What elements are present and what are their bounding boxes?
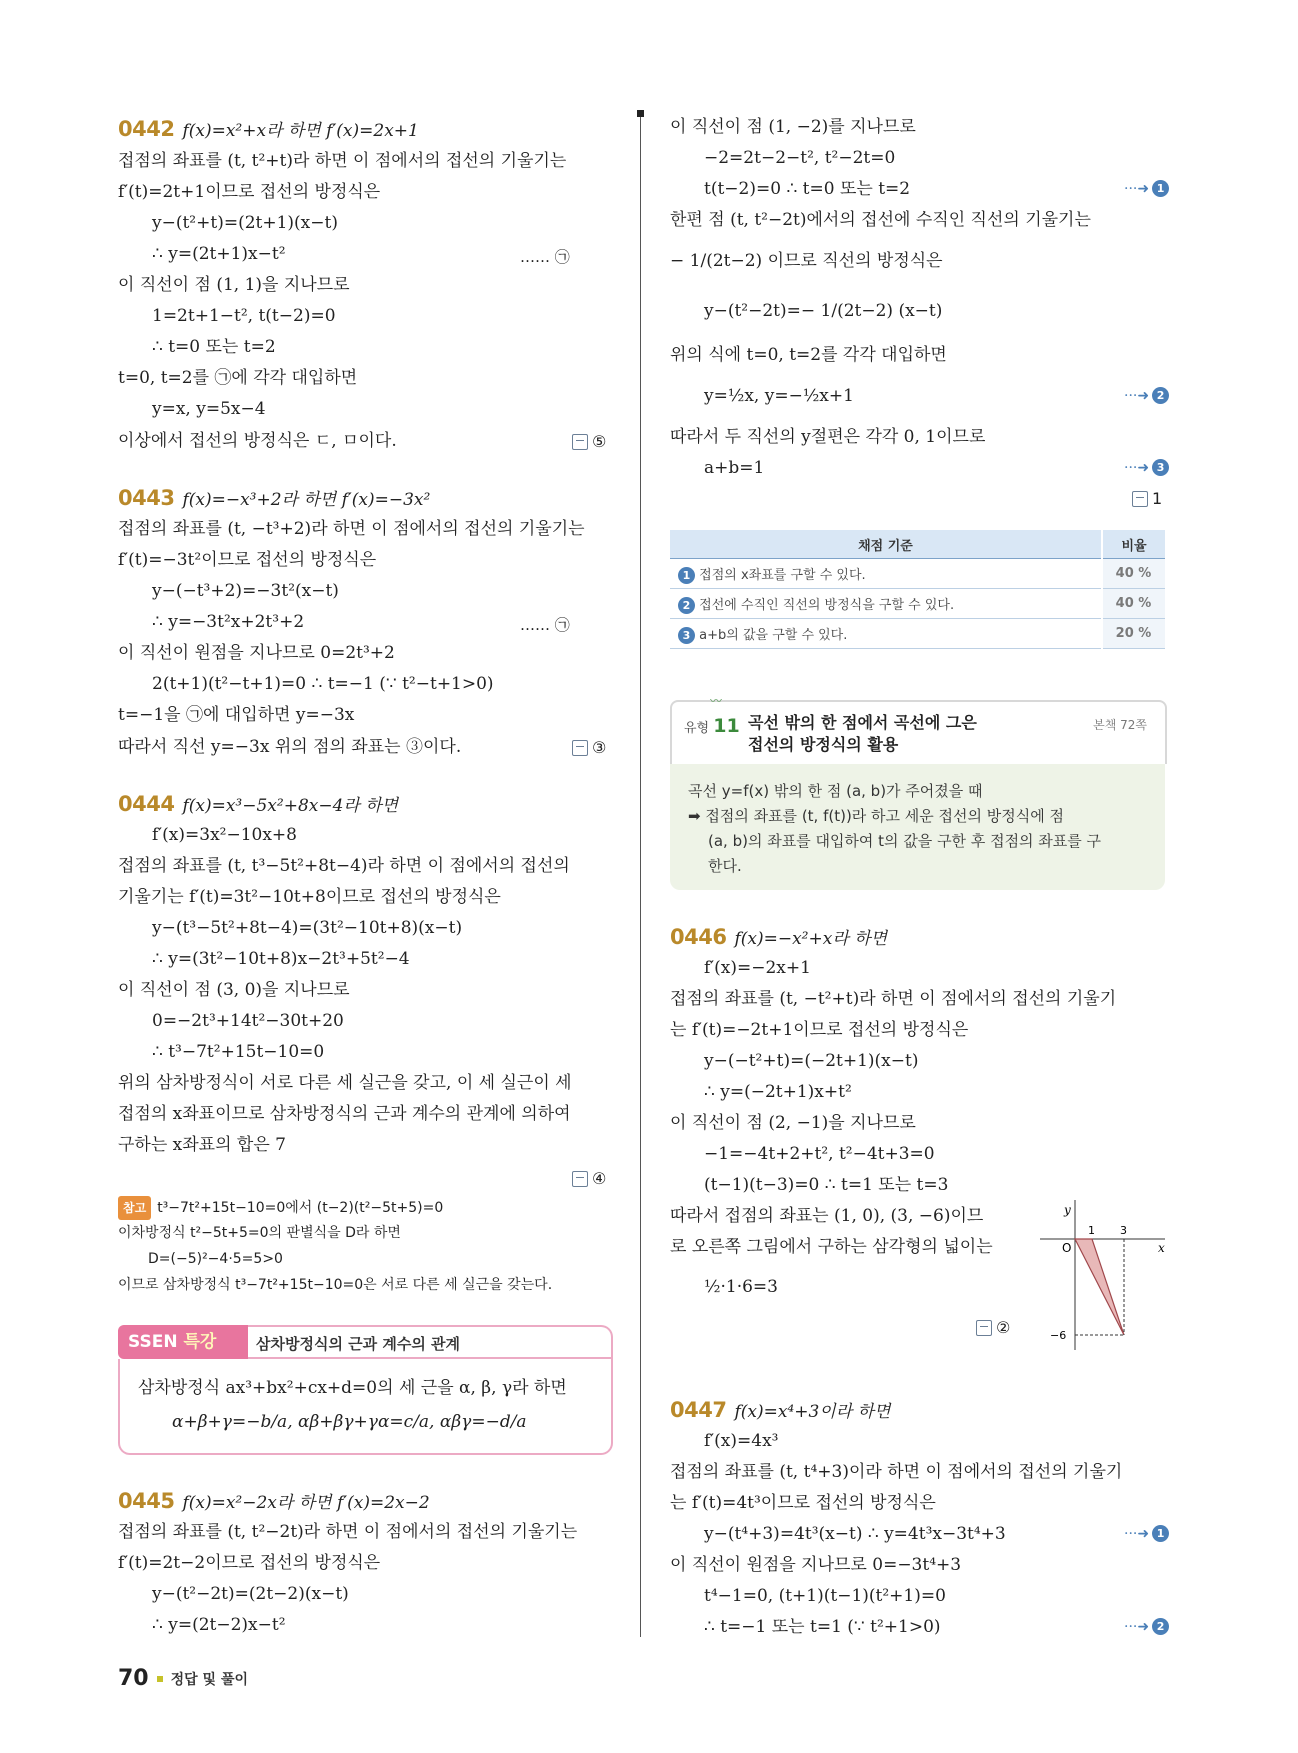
type-label: 유형: [684, 721, 710, 736]
step-marker: ···➜ 2: [1124, 1618, 1169, 1635]
answer-icon: [572, 1171, 588, 1187]
arrow-icon: ···➜: [1124, 1525, 1150, 1542]
note-tag: 참고: [118, 1196, 151, 1220]
y-axis-label: y: [1064, 1203, 1071, 1217]
criteria-header: 채점 기준: [670, 530, 1102, 559]
x-axis-label: x: [1158, 1241, 1165, 1255]
tick-label: −6: [1050, 1329, 1067, 1342]
answer-icon: [976, 1320, 992, 1336]
arrow-icon: ···➜: [1124, 180, 1150, 197]
wave-icon: 〰: [710, 694, 721, 708]
answer-icon: [1132, 491, 1148, 507]
problem-number: 0446: [670, 925, 727, 949]
answer-icon: [572, 740, 588, 756]
textbook-reference: 본책 72쪽: [1093, 718, 1147, 732]
type-summary: 곡선 y=f(x) 밖의 한 점 (a, b)가 주어졌을 때 ➡ 접점의 좌표를 (t, f(t))라 하고 세운 접선의 방정식에 점 (a, b)의 좌표를 대입하여 t의 값을 구한 후 접점의 좌표를 구 한다.: [670, 764, 1165, 890]
answer-icon: [572, 434, 588, 450]
origin-label: O: [1062, 1241, 1072, 1255]
type-11-box: [670, 694, 1165, 890]
ssen-title: 삼차방정식의 근과 계수의 관계: [256, 1335, 461, 1353]
problem-number: 0444: [118, 792, 175, 816]
answer-mark: ③: [572, 738, 606, 757]
ssen-body: 삼차방정식 ax³+bx²+cx+d=0의 세 근을 α, β, γ라 하면 α+β+γ=−b/a, αβ+βγ+γα=c/a, αβγ=−d/a: [118, 1359, 613, 1455]
step-marker: ···➜ 1: [1124, 1525, 1169, 1542]
step-marker: ···➜ 3: [1124, 459, 1169, 476]
column-divider: [640, 112, 641, 1637]
triangle-graph: [1040, 1200, 1170, 1350]
ssen-special-box: [118, 1325, 613, 1455]
type-header: [670, 694, 1167, 764]
problem-number: 0442: [118, 117, 175, 141]
divider-marker: [637, 110, 644, 117]
type-title: 곡선 밖의 한 점에서 곡선에 그은 접선의 방정식의 활용: [748, 713, 977, 754]
arrow-icon: ···➜: [1124, 387, 1150, 404]
answer-mark: 1: [1132, 489, 1162, 508]
step-marker: ···➜ 1: [1124, 180, 1169, 197]
answer-mark: ④: [572, 1169, 606, 1188]
arrow-icon: ···➜: [1124, 459, 1150, 476]
answer-mark: ②: [976, 1318, 1010, 1337]
tick-label: 3: [1120, 1224, 1127, 1237]
table-row: 3 a+b의 값을 구할 수 있다. 20 %: [670, 619, 1165, 649]
type-number: 11: [713, 715, 740, 737]
tick-label: 1: [1088, 1224, 1095, 1237]
answer-mark: ⑤: [572, 432, 606, 451]
section-label: 정답 및 풀이: [170, 1671, 248, 1688]
arrow-icon: ···➜: [1124, 1618, 1150, 1635]
problem-number: 0445: [118, 1489, 175, 1513]
triangle-region: [1075, 1239, 1124, 1335]
grading-table: [670, 530, 1165, 649]
table-header-row: [670, 530, 1165, 559]
table-row: 1 접점의 x좌표를 구할 수 있다. 40 %: [670, 559, 1165, 589]
equation-ref: …… ㉠: [520, 248, 570, 266]
problem-number: 0443: [118, 486, 175, 510]
page-footer: [118, 1666, 248, 1691]
problem-number: 0447: [670, 1398, 727, 1422]
equation-ref: …… ㉠: [520, 616, 570, 634]
footer-square-icon: [157, 1676, 163, 1682]
ssen-title-frame: [238, 1325, 613, 1359]
table-row: 2 접선에 수직인 직선의 방정식을 구할 수 있다. 40 %: [670, 589, 1165, 619]
rate-header: 비율: [1102, 530, 1165, 559]
page-number: 70: [118, 1666, 149, 1691]
step-marker: ···➜ 2: [1124, 387, 1169, 404]
ssen-badge: SSEN 특강: [118, 1325, 248, 1359]
